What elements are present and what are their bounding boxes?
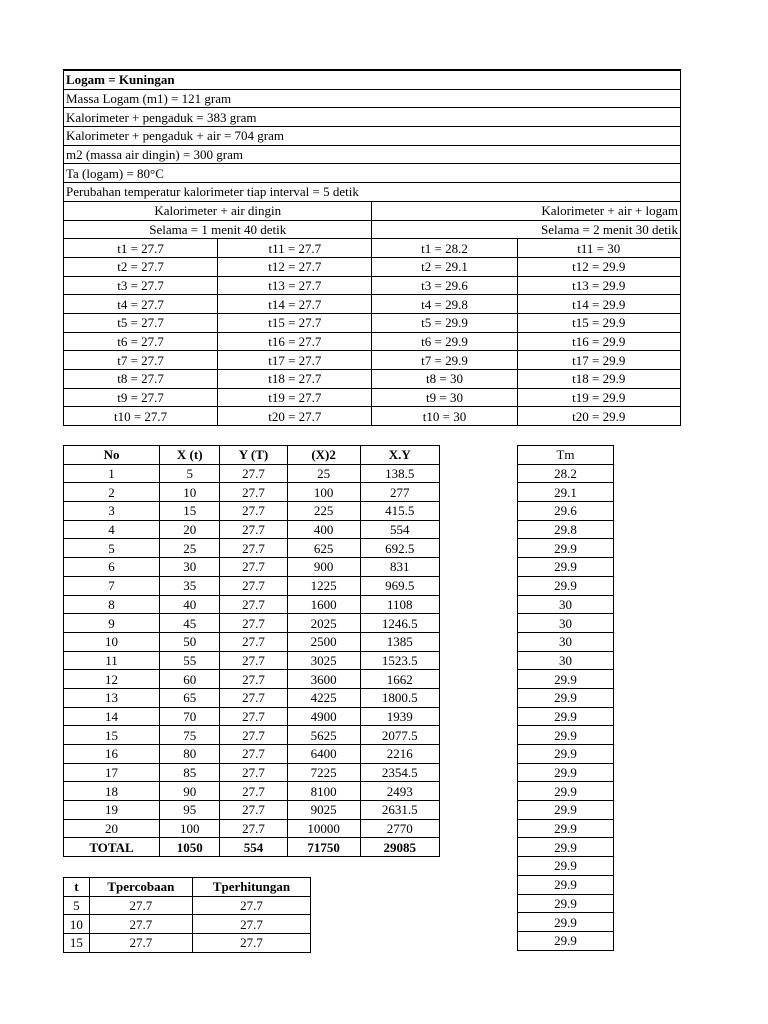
table-cell: 5 [160, 464, 220, 483]
table-row [64, 632, 440, 651]
table-row [518, 464, 614, 483]
section-title-right: Kalorimeter + air + logam [372, 201, 681, 220]
table-row [518, 707, 614, 726]
table-row [518, 632, 614, 651]
reading-cell: t2 = 29.1 [372, 257, 517, 276]
table-row [64, 934, 311, 953]
table-cell: 692.5 [360, 539, 439, 558]
table-cell: 13 [64, 688, 160, 707]
table-cell: 20 [64, 819, 160, 838]
table-row [518, 819, 614, 838]
info-line: m2 (massa air dingin) = 300 gram [64, 145, 681, 164]
table-cell: 1225 [287, 576, 360, 595]
reading-cell: t18 = 27.7 [218, 370, 372, 389]
reading-cell: t17 = 27.7 [218, 351, 372, 370]
reading-row [64, 370, 681, 389]
reading-cell: t3 = 29.6 [372, 276, 517, 295]
tm-cell: 29.9 [518, 875, 614, 894]
table-cell: 27.7 [220, 464, 287, 483]
table-cell: 10 [160, 483, 220, 502]
tm-cell: 30 [518, 632, 614, 651]
table-cell: 15 [160, 502, 220, 521]
table-cell: 20 [160, 520, 220, 539]
total-cell: 1050 [160, 838, 220, 857]
table-cell: 10 [64, 632, 160, 651]
table-cell: 27.7 [89, 896, 192, 915]
column-header: X.Y [360, 446, 439, 465]
table-cell: 2216 [360, 745, 439, 764]
tm-cell: 29.9 [518, 931, 614, 950]
tm-cell: 29.8 [518, 520, 614, 539]
table-cell: 2354.5 [360, 763, 439, 782]
table-cell: 27.7 [220, 520, 287, 539]
reading-cell: t14 = 29.9 [517, 295, 680, 314]
table-row [64, 745, 440, 764]
table-cell: 3 [64, 502, 160, 521]
total-cell: TOTAL [64, 838, 160, 857]
info-line: Massa Logam (m1) = 121 gram [64, 89, 681, 108]
reading-row [64, 239, 681, 258]
reading-cell: t6 = 29.9 [372, 332, 517, 351]
table-cell: 2770 [360, 819, 439, 838]
reading-cell: t14 = 27.7 [218, 295, 372, 314]
tm-cell: 29.1 [518, 483, 614, 502]
table-cell: 1 [64, 464, 160, 483]
tm-cell: 29.9 [518, 670, 614, 689]
table-row [518, 688, 614, 707]
table-cell: 27.7 [220, 614, 287, 633]
table-row [518, 838, 614, 857]
table-cell: 27.7 [192, 934, 310, 953]
table-cell: 15 [64, 934, 90, 953]
reading-cell: t2 = 27.7 [64, 257, 218, 276]
table-row [518, 520, 614, 539]
table-cell: 35 [160, 576, 220, 595]
table-cell: 1939 [360, 707, 439, 726]
table-cell: 8 [64, 595, 160, 614]
tm-cell: 28.2 [518, 464, 614, 483]
reading-cell: t19 = 27.7 [218, 388, 372, 407]
table-cell: 27.7 [220, 539, 287, 558]
table-cell: 40 [160, 595, 220, 614]
table-cell: 5625 [287, 726, 360, 745]
column-header: X (t) [160, 446, 220, 465]
table-row [518, 875, 614, 894]
table-cell: 1385 [360, 632, 439, 651]
info-row [64, 127, 681, 146]
tm-cell: 30 [518, 614, 614, 633]
info-row [64, 183, 681, 202]
reading-cell: t5 = 27.7 [64, 313, 218, 332]
table-cell: 2631.5 [360, 801, 439, 820]
tm-cell: 29.6 [518, 502, 614, 521]
column-header: Y (T) [220, 446, 287, 465]
table-row [518, 576, 614, 595]
table-row [518, 502, 614, 521]
table-row [64, 896, 311, 915]
table-cell: 55 [160, 651, 220, 670]
table-cell: 10000 [287, 819, 360, 838]
table-cell: 16 [64, 745, 160, 764]
table-cell: 14 [64, 707, 160, 726]
tm-cell: 29.9 [518, 688, 614, 707]
table-cell: 3025 [287, 651, 360, 670]
info-row [64, 164, 681, 183]
table-cell: 27.7 [220, 576, 287, 595]
table-row [64, 502, 440, 521]
tm-cell: 29.9 [518, 558, 614, 577]
table-row [518, 614, 614, 633]
table-cell: 65 [160, 688, 220, 707]
table-cell: 8100 [287, 782, 360, 801]
reading-row [64, 351, 681, 370]
table-cell: 3600 [287, 670, 360, 689]
reading-cell: t19 = 29.9 [517, 388, 680, 407]
reading-cell: t6 = 27.7 [64, 332, 218, 351]
reading-cell: t15 = 27.7 [218, 313, 372, 332]
table-row [64, 483, 440, 502]
tm-cell: 29.9 [518, 576, 614, 595]
table-row [518, 931, 614, 950]
table-cell: 27.7 [220, 502, 287, 521]
table-cell: 969.5 [360, 576, 439, 595]
table-cell: 95 [160, 801, 220, 820]
table-cell: 900 [287, 558, 360, 577]
table-cell: 7 [64, 576, 160, 595]
total-row [64, 838, 440, 857]
table-cell: 27.7 [89, 934, 192, 953]
table-cell: 12 [64, 670, 160, 689]
table-cell: 27.7 [220, 483, 287, 502]
table-cell: 27.7 [220, 745, 287, 764]
table-cell: 27.7 [220, 670, 287, 689]
table-cell: 5 [64, 896, 90, 915]
table-cell: 27.7 [220, 707, 287, 726]
reading-cell: t1 = 27.7 [64, 239, 218, 258]
table-cell: 27.7 [192, 915, 310, 934]
tm-cell: 29.9 [518, 707, 614, 726]
reading-cell: t12 = 27.7 [218, 257, 372, 276]
table-cell: 4225 [287, 688, 360, 707]
table-row [64, 464, 440, 483]
table-cell: 70 [160, 707, 220, 726]
reading-cell: t18 = 29.9 [517, 370, 680, 389]
tm-cell: 30 [518, 651, 614, 670]
table-row [64, 915, 311, 934]
regression-table [63, 445, 440, 857]
section-duration-row [64, 220, 681, 239]
table-row [64, 707, 440, 726]
table-cell: 27.7 [192, 896, 310, 915]
table-row [518, 894, 614, 913]
total-cell: 71750 [287, 838, 360, 857]
total-cell: 29085 [360, 838, 439, 857]
table-row [64, 614, 440, 633]
table-cell: 1800.5 [360, 688, 439, 707]
table-cell: 4900 [287, 707, 360, 726]
table-cell: 554 [360, 520, 439, 539]
info-line: Perubahan temperatur kalorimeter tiap interval = 5 detik [64, 183, 681, 202]
table-cell: 60 [160, 670, 220, 689]
reading-row [64, 407, 681, 426]
reading-cell: t15 = 29.9 [517, 313, 680, 332]
table-row [518, 483, 614, 502]
tm-cell: 29.9 [518, 857, 614, 876]
table-row [518, 539, 614, 558]
table-row [64, 782, 440, 801]
info-line: Ta (logam) = 80°C [64, 164, 681, 183]
table-cell: 277 [360, 483, 439, 502]
table-cell: 625 [287, 539, 360, 558]
tm-cell: 29.9 [518, 745, 614, 764]
column-header: t [64, 878, 90, 897]
tm-cell: 29.9 [518, 539, 614, 558]
table-cell: 25 [160, 539, 220, 558]
table-cell: 27.7 [89, 915, 192, 934]
reading-row [64, 257, 681, 276]
tm-cell: 30 [518, 595, 614, 614]
section-title-row [64, 201, 681, 220]
table-cell: 30 [160, 558, 220, 577]
table-row [64, 558, 440, 577]
reading-cell: t10 = 30 [372, 407, 517, 426]
table-cell: 27.7 [220, 819, 287, 838]
total-cell: 554 [220, 838, 287, 857]
table-cell: 6400 [287, 745, 360, 764]
column-header: Tpercobaan [89, 878, 192, 897]
table-cell: 75 [160, 726, 220, 745]
section-duration-left: Selama = 1 menit 40 detik [64, 220, 372, 239]
reading-cell: t12 = 29.9 [517, 257, 680, 276]
table-cell: 138.5 [360, 464, 439, 483]
tm-cell: 29.9 [518, 801, 614, 820]
reading-cell: t16 = 29.9 [517, 332, 680, 351]
reading-cell: t4 = 29.8 [372, 295, 517, 314]
table-cell: 10 [64, 915, 90, 934]
reading-cell: t8 = 30 [372, 370, 517, 389]
table-row [64, 595, 440, 614]
table-cell: 1600 [287, 595, 360, 614]
reading-row [64, 388, 681, 407]
table-cell: 1523.5 [360, 651, 439, 670]
table-cell: 2500 [287, 632, 360, 651]
tm-cell: 29.9 [518, 838, 614, 857]
tm-cell: 29.9 [518, 819, 614, 838]
reading-cell: t11 = 27.7 [218, 239, 372, 258]
table-cell: 831 [360, 558, 439, 577]
table-cell: 6 [64, 558, 160, 577]
info-line: Kalorimeter + pengaduk = 383 gram [64, 108, 681, 127]
table-cell: 4 [64, 520, 160, 539]
table-row [518, 558, 614, 577]
table-cell: 27.7 [220, 688, 287, 707]
tm-cell: 29.9 [518, 782, 614, 801]
info-row [64, 89, 681, 108]
table-row [64, 651, 440, 670]
table-row [518, 801, 614, 820]
table-cell: 80 [160, 745, 220, 764]
table-row [518, 782, 614, 801]
tm-table [517, 445, 614, 951]
table-row [64, 520, 440, 539]
info-row [64, 145, 681, 164]
reading-cell: t1 = 28.2 [372, 239, 517, 258]
table-cell: 45 [160, 614, 220, 633]
table-cell: 9 [64, 614, 160, 633]
table-row [64, 539, 440, 558]
tm-cell: 29.9 [518, 894, 614, 913]
table-row [64, 763, 440, 782]
table-row [64, 688, 440, 707]
reading-row [64, 332, 681, 351]
table-cell: 7225 [287, 763, 360, 782]
table-cell: 18 [64, 782, 160, 801]
table-cell: 2 [64, 483, 160, 502]
table-cell: 27.7 [220, 632, 287, 651]
table-cell: 9025 [287, 801, 360, 820]
tm-header: Tm [518, 446, 614, 465]
reading-cell: t16 = 27.7 [218, 332, 372, 351]
reading-cell: t11 = 30 [517, 239, 680, 258]
reading-cell: t17 = 29.9 [517, 351, 680, 370]
table-cell: 27.7 [220, 801, 287, 820]
table-row [64, 576, 440, 595]
tm-cell: 29.9 [518, 763, 614, 782]
table-row [518, 595, 614, 614]
table-row [518, 651, 614, 670]
reading-cell: t4 = 27.7 [64, 295, 218, 314]
reading-cell: t7 = 29.9 [372, 351, 517, 370]
table-cell: 15 [64, 726, 160, 745]
table-cell: 50 [160, 632, 220, 651]
table-row [64, 801, 440, 820]
table-cell: 27.7 [220, 763, 287, 782]
tm-cell: 29.9 [518, 726, 614, 745]
table-cell: 2077.5 [360, 726, 439, 745]
reading-cell: t13 = 27.7 [218, 276, 372, 295]
table-row [64, 726, 440, 745]
column-header: Tperhitungan [192, 878, 310, 897]
table-cell: 5 [64, 539, 160, 558]
reading-cell: t20 = 27.7 [218, 407, 372, 426]
table-cell: 2025 [287, 614, 360, 633]
reading-row [64, 276, 681, 295]
table-cell: 400 [287, 520, 360, 539]
table-cell: 27.7 [220, 726, 287, 745]
table-row [518, 913, 614, 932]
table-row [518, 745, 614, 764]
table-cell: 27.7 [220, 651, 287, 670]
table-cell: 415.5 [360, 502, 439, 521]
comparison-table [63, 877, 311, 953]
table-cell: 19 [64, 801, 160, 820]
section-title-left: Kalorimeter + air dingin [64, 201, 372, 220]
table-row [64, 670, 440, 689]
table-cell: 2493 [360, 782, 439, 801]
table-cell: 1246.5 [360, 614, 439, 633]
reading-cell: t8 = 27.7 [64, 370, 218, 389]
reading-row [64, 295, 681, 314]
reading-cell: t9 = 30 [372, 388, 517, 407]
section-duration-right: Selama = 2 menit 30 detik [372, 220, 681, 239]
table-cell: 1662 [360, 670, 439, 689]
info-row [64, 108, 681, 127]
table-cell: 100 [160, 819, 220, 838]
reading-cell: t20 = 29.9 [517, 407, 680, 426]
table-cell: 11 [64, 651, 160, 670]
reading-row [64, 313, 681, 332]
table-cell: 85 [160, 763, 220, 782]
table-cell: 27.7 [220, 782, 287, 801]
reading-cell: t7 = 27.7 [64, 351, 218, 370]
table-cell: 90 [160, 782, 220, 801]
table-cell: 1108 [360, 595, 439, 614]
table-cell: 17 [64, 763, 160, 782]
table-cell: 27.7 [220, 595, 287, 614]
table-row [518, 726, 614, 745]
column-header: (X)2 [287, 446, 360, 465]
experiment-info-table [63, 69, 681, 426]
table-row [518, 763, 614, 782]
table-row [518, 857, 614, 876]
reading-cell: t5 = 29.9 [372, 313, 517, 332]
tm-cell: 29.9 [518, 913, 614, 932]
table-cell: 100 [287, 483, 360, 502]
table-cell: 25 [287, 464, 360, 483]
table-cell: 27.7 [220, 558, 287, 577]
table-row [64, 819, 440, 838]
table-cell: 225 [287, 502, 360, 521]
reading-cell: t3 = 27.7 [64, 276, 218, 295]
info-row [64, 70, 681, 89]
info-line: Kalorimeter + pengaduk + air = 704 gram [64, 127, 681, 146]
reading-cell: t13 = 29.9 [517, 276, 680, 295]
reading-cell: t9 = 27.7 [64, 388, 218, 407]
table-row [518, 670, 614, 689]
info-line: Logam = Kuningan [64, 70, 681, 89]
column-header: No [64, 446, 160, 465]
reading-cell: t10 = 27.7 [64, 407, 218, 426]
